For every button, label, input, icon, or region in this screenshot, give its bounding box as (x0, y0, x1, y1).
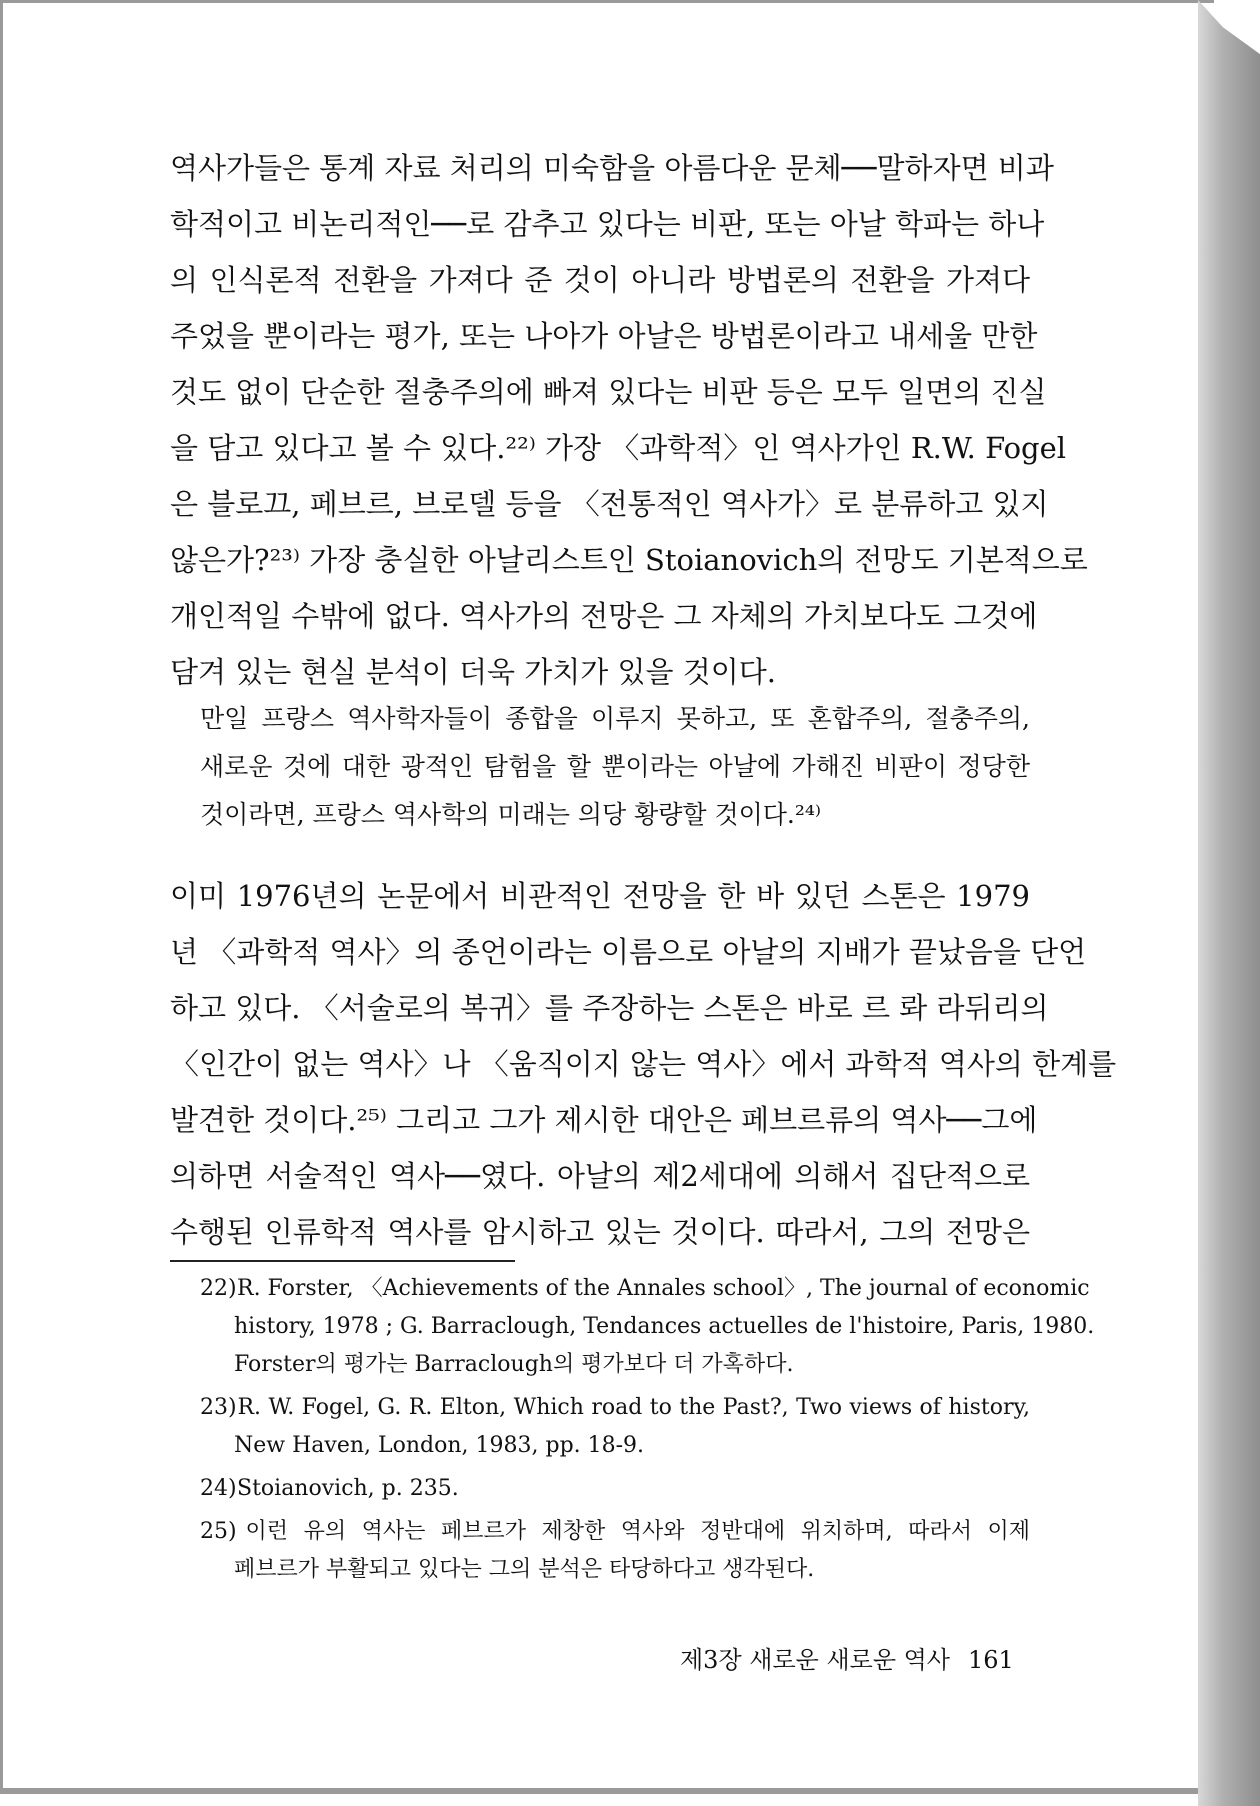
footnote-25 (200, 1513, 1030, 1589)
chapter-title: 제3장 새로운 새로운 역사 (680, 1646, 950, 1674)
footnote-text: R. Forster, 〈Achievements of the Annales school〉, The journal of economic (237, 1276, 1090, 1301)
text-line: 역사가들은 통계 자료 처리의 미숙함을 아름다운 문체──말하자면 비과 (170, 151, 1054, 185)
text-line: 개인적일 수밖에 없다. 역사가의 전망은 그 자체의 가치보다도 그것에 (170, 599, 1038, 633)
footnote-22 (200, 1270, 1095, 1384)
page-number: 161 (968, 1646, 1014, 1674)
quote-line: 새로운 것에 대한 광적인 탐험을 할 뿐이라는 아날에 가해진 비판이 정당한 (200, 752, 1030, 781)
footnote-number: 25) (200, 1519, 237, 1544)
footnote-number: 24) (200, 1476, 237, 1501)
footnote-line: Forster의 평가는 Barraclough의 평가보다 더 가혹하다. (234, 1352, 794, 1377)
footnotes (200, 1270, 1095, 1594)
text-line: 의 인식론적 전환을 가져다 준 것이 아니라 방법론의 전환을 가져다 (170, 263, 1030, 297)
footnote-24 (200, 1470, 1030, 1508)
quote-line: 만일 프랑스 역사학자들이 종합을 이루지 못하고, 또 혼합주의, 절충주의, (200, 704, 1030, 733)
footnote-number: 23) (200, 1395, 237, 1420)
text-line: 년 〈과학적 역사〉의 종언이라는 이름으로 아날의 지배가 끝났음을 단언 (170, 935, 1087, 969)
footnote-line (200, 1389, 1030, 1427)
text-line: 것도 없이 단순한 절충주의에 빠져 있다는 비판 등은 모두 일면의 진실 (170, 375, 1047, 409)
text-line: 의하면 서술적인 역사──였다. 아날의 제2세대에 의해서 집단적으로 (170, 1159, 1030, 1193)
text-line: 〈인간이 없는 역사〉나 〈움직이지 않는 역사〉에서 과학적 역사의 한계를 (170, 1047, 1117, 1081)
footnote-line (200, 1513, 1030, 1551)
footnote-text: Stoianovich, p. 235. (237, 1476, 459, 1501)
paragraph-2 (170, 868, 1117, 1260)
footnote-text: R. W. Fogel, G. R. Elton, Which road to the Past?, Two views of history, (237, 1395, 1030, 1420)
footnote-line (200, 1470, 1030, 1508)
running-footer (680, 1640, 1014, 1675)
page-stack-edge (1198, 0, 1260, 1806)
text-line: 담겨 있는 현실 분석이 더욱 가치가 있을 것이다. (170, 655, 777, 689)
quote-line: 것이라면, 프랑스 역사학의 미래는 의당 황량할 것이다.²⁴⁾ (200, 800, 822, 829)
footnote-23 (200, 1389, 1030, 1465)
footnote-line: 페브르가 부활되고 있다는 그의 분석은 타당하다고 생각된다. (234, 1557, 815, 1582)
text-line: 이미 1976년의 논문에서 비관적인 전망을 한 바 있던 스톤은 1979 (170, 879, 1030, 913)
block-quote (200, 695, 1030, 839)
footnote-line: history, 1978 ; G. Barraclough, Tendances actuelles de l'histoire, Paris, 1980. (234, 1314, 1095, 1339)
text-line: 학적이고 비논리적인──로 감추고 있다는 비판, 또는 아날 학파는 하나 (170, 207, 1045, 241)
text-line: 하고 있다. 〈서술로의 복귀〉를 주장하는 스톤은 바로 르 롸 라뒤리의 (170, 991, 1049, 1025)
footnote-line: New Haven, London, 1983, pp. 18-9. (234, 1433, 645, 1458)
footnote-separator (170, 1260, 515, 1262)
footnote-text: 이런 유의 역사는 페브르가 제창한 역사와 정반대에 위치하며, 따라서 이제 (245, 1519, 1030, 1544)
text-line: 수행된 인류학적 역사를 암시하고 있는 것이다. 따라서, 그의 전망은 (170, 1215, 1030, 1249)
text-line: 주었을 뿐이라는 평가, 또는 나아가 아날은 방법론이라고 내세울 만한 (170, 319, 1038, 353)
text-line: 발견한 것이다.²⁵⁾ 그리고 그가 제시한 대안은 페브르류의 역사──그에 (170, 1103, 1038, 1137)
text-line: 을 담고 있다고 볼 수 있다.²²⁾ 가장 〈과학적〉인 역사가인 R.W. Fogel (170, 431, 1067, 465)
footnote-line (200, 1270, 1090, 1308)
text-line: 은 블로끄, 페브르, 브로델 등을 〈전통적인 역사가〉로 분류하고 있지 (170, 487, 1049, 521)
text-line: 않은가?²³⁾ 가장 충실한 아날리스트인 Stoianovich의 전망도 기본적으로 (170, 543, 1088, 577)
paragraph-1 (170, 140, 1088, 700)
footnote-number: 22) (200, 1276, 237, 1301)
